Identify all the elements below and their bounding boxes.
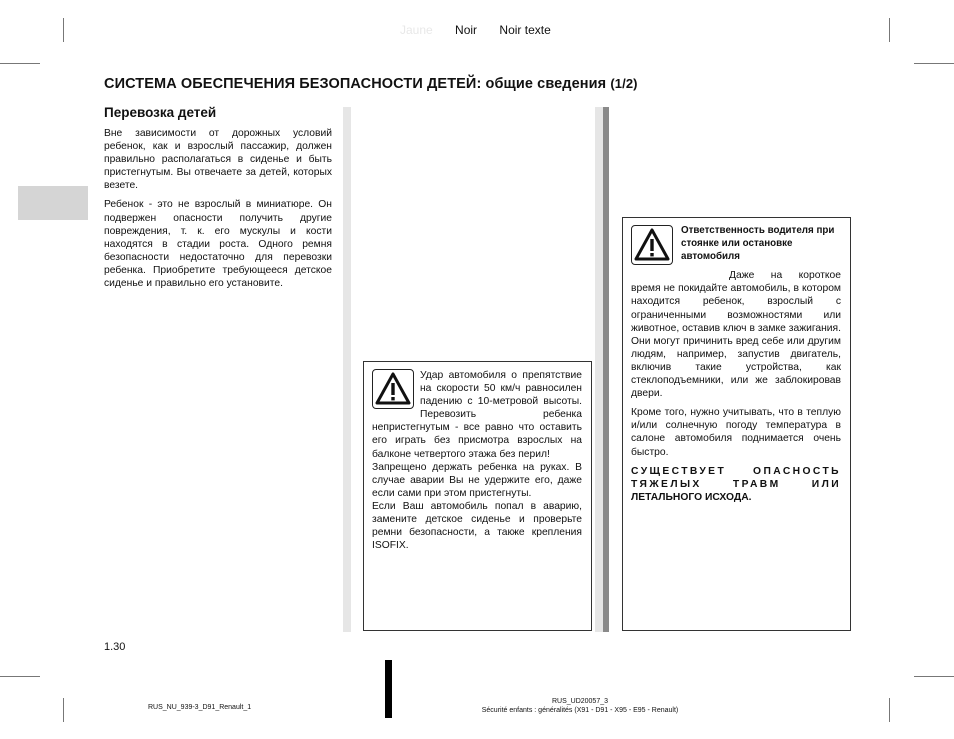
crop-mark [0,676,40,677]
crop-mark [0,63,40,64]
column-shade-dark [603,107,609,632]
warning-middle-paragraph: Запрещено держать ребенка на руках. В случае аварии Вы не удержите его, даже если сами при этом пристегнуты. [372,461,582,499]
page-title [104,76,638,92]
warning-right-paragraph: Даже на короткое время не покидайте автомобиль, в котором находится ребенок, взрослый с ограниченными возможностями или животное, оставив ключ в замке зажигания. Они могут причинить вред себе или другим людям, например, запустив двигатель, включив такие устройства, как стеклоподъемники, или же заблокировав двери. [631,270,841,400]
column-shade [595,107,603,632]
column-shade [343,107,351,632]
color-mark-jaune: Jaune [400,23,433,37]
crop-mark [914,676,954,677]
color-marks [400,23,570,37]
warning-box-right [622,217,851,631]
color-mark-noir-texte: Noir texte [499,23,551,37]
warning-middle-text [372,369,582,552]
section-paragraph: Вне зависимости от дорожных условий ребенок, как и взрослый пассажир, должен правильно располагаться в сиденье и быть пристегнутым. Вы отвечаете за детей, которых везете. [104,128,332,192]
page-number: 1.30 [104,641,126,653]
page-title-part: (1/2) [610,76,638,91]
warning-middle-paragraph: Если Ваш автомобиль попал в аварию, замените детское сиденье и проверьте ремни безопасности, а также крепления ISOFIX. [372,500,582,552]
crop-mark [889,18,890,42]
page-title-text: СИСТЕМА ОБЕСПЕЧЕНИЯ БЕЗОПАСНОСТИ ДЕТЕЙ: общие сведения [104,76,607,92]
section-heading: Перевозка детей [104,105,217,120]
footer-left: RUS_NU_939-3_D91_Renault_1 [148,704,252,711]
crop-mark [914,63,954,64]
footer-center-line2: Sécurité enfants : généralités (X91 - D91 - X95 - E95 - Renault) [481,707,679,714]
crop-mark [63,698,64,722]
warning-middle-paragraph: Удар автомобиля о препятствие на скорости 50 км/ч равносилен падению с 10-метровой высоты. Перевозить ребенка непристегнутым - все равно что оставить его играть без присмотра взрослых на балконе четвертого этажа без перил! [372,370,582,460]
footer-center-line1: RUS_UD20057_3 [551,698,609,705]
section-paragraph: Ребенок - это не взрослый в миниатюре. Он подвержен опасности получить другие повреждения, т. к. его мускулы и кости находятся в стадии роста. Одного ремня безопасности недостаточно для перевозки ребенка. Приобретите требующееся детское сиденье и правильно его установите. [104,199,332,290]
warning-right-title: Ответственность водителя при стоянке или остановке автомобиля [681,225,835,263]
crop-mark [63,18,64,42]
chapter-tab [18,186,88,220]
warning-right-text [631,224,841,504]
warning-right-paragraph: Кроме того, нужно учитывать, что в теплую и/или солнечную погоду температура в салоне автомобиля поднимается очень быстро. [631,407,841,458]
registration-bar [385,660,392,718]
crop-mark [889,698,890,722]
warning-right-caps-line1: СУЩЕСТВУЕТ ОПАСНОСТЬ ТЯЖЕЛЫХ ТРАВМ ИЛИ [631,465,841,490]
color-mark-noir: Noir [455,23,478,37]
section-body [104,127,332,296]
warning-right-caps-line2: ЛЕТАЛЬНОГО ИСХОДА. [631,491,752,503]
footer-center [420,697,740,715]
warning-box-middle [363,361,592,631]
